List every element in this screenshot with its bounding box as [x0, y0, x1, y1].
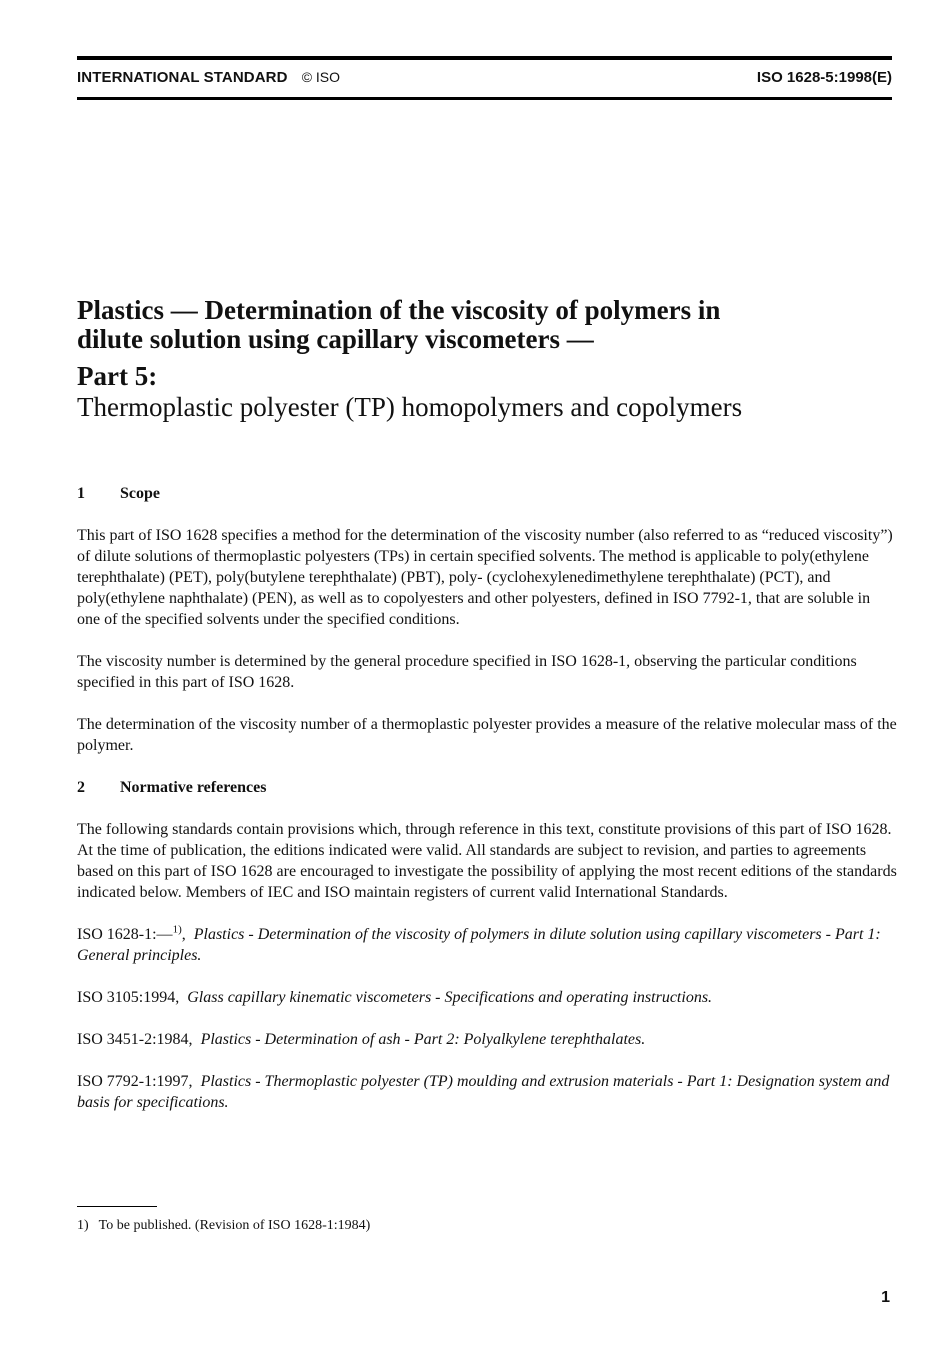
reference-title: Plastics - Thermoplastic polyester (TP) moulding and extrusion materials - Part 1: Designation system and basis for specifications. — [77, 1073, 890, 1111]
reference-item — [77, 987, 897, 1008]
section-title: Normative references — [120, 779, 267, 796]
reference-code: ISO 1628-1:— — [77, 926, 173, 943]
reference-title: Plastics - Determination of the viscosity of polymers in dilute solution using capillary viscometers - Part 1: General principles. — [77, 926, 881, 964]
footnote — [77, 1218, 370, 1234]
footnote-number: 1) — [77, 1218, 89, 1233]
footnote-mark: 1) — [172, 923, 182, 936]
section-title: Scope — [120, 485, 160, 502]
standard-reference: ISO 1628-5:1998(E) — [756, 69, 892, 86]
normative-intro-paragraph: The following standards contain provisions which, through reference in this text, constitute provisions of this part of ISO 1628. At the time of publication, the editions indicated were valid. All standards are subject to revision, and parties to agreements based on this part of ISO 1628 are encouraged to investigate the possibility of applying the most recent editions of the standards indicated below. Members of IEC and ISO maintain registers of current valid International Standards. — [77, 821, 897, 901]
standard-label: INTERNATIONAL STANDARD — [77, 69, 288, 86]
header-top-rule — [77, 56, 892, 60]
footnote-text: To be published. (Revision of ISO 1628-1:1984) — [98, 1218, 371, 1233]
footnote-separator — [77, 1206, 157, 1207]
title-line-2: dilute solution using capillary viscometers — — [77, 324, 594, 354]
scope-paragraph: This part of ISO 1628 specifies a method for the determination of the viscosity number (also referred to as “reduced viscosity”) of dilute solutions of thermoplastic polyesters (TPs) in certain specified solvents. The method is applicable to poly(ethylene terephthalate) (PET), poly(butylene terephthalate) (PBT), poly- (cyclohexylenedimethylene terephthalate) (PCT), and poly(ethylene naphthalate) (PEN), as well as to copolyesters and other polyesters, defined in ISO 7792-1, that are soluble in one of the specified solvents under the specified conditions. — [77, 527, 893, 628]
section-heading-normative-references — [77, 777, 897, 798]
reference-code: ISO 3451-2:1984, — [77, 1031, 193, 1048]
section-number: 2 — [77, 779, 85, 796]
document-body — [77, 483, 897, 1134]
reference-title: Glass capillary kinematic viscometers - Specifications and operating instructions. — [187, 989, 713, 1006]
title-part: Part 5: — [77, 361, 158, 391]
reference-code: ISO 3105:1994, — [77, 989, 180, 1006]
section-number: 1 — [77, 485, 85, 502]
reference-item — [77, 1029, 897, 1050]
document-title — [77, 296, 897, 423]
reference-item — [77, 1071, 897, 1113]
reference-item: ISO 1628-1:—$^{1)}$, Plastics - Determination of the viscosity of polymers in dilute solution using capillary viscometers - Part 1: General principles. — [77, 923, 881, 964]
title-subtitle: Thermoplastic polyester (TP) homopolymers and copolymers — [77, 392, 743, 422]
scope-paragraph: The determination of the viscosity number of a thermoplastic polyester provides a measure of the relative molecular mass of the polymer. — [77, 716, 897, 754]
reference-title: Plastics - Determination of ash - Part 2: Polyalkylene terephthalates. — [200, 1031, 646, 1048]
section-heading-scope — [77, 483, 897, 504]
running-header — [77, 69, 892, 89]
scope-paragraph: The viscosity number is determined by the general procedure specified in ISO 1628-1, observing the particular conditions specified in this part of ISO 1628. — [77, 653, 857, 691]
reference-code: ISO 7792-1:1997, — [77, 1073, 193, 1090]
header-bottom-rule — [77, 97, 892, 100]
page-number: 1 — [881, 1289, 890, 1306]
copyright-notice: © ISO — [301, 69, 341, 85]
title-line-1: Plastics — Determination of the viscosity of polymers in — [77, 295, 721, 325]
